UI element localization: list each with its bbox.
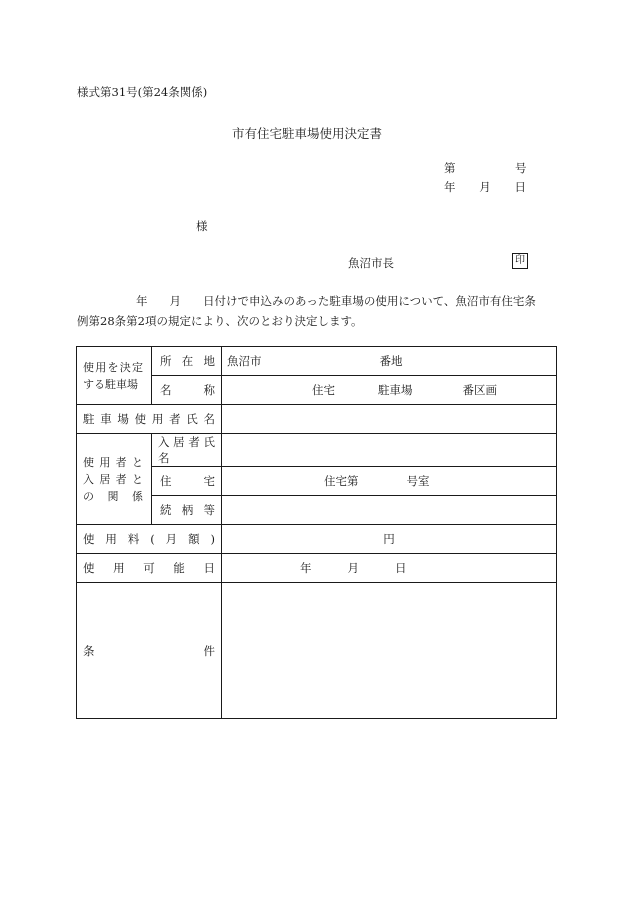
name-kukaku: 番区画 — [462, 383, 497, 397]
addressee-honorific: 様 — [196, 219, 208, 233]
parking-group-label: 使用を決定 する駐車場 — [77, 347, 152, 405]
available-date-value — [222, 554, 557, 583]
location-banchi: 番地 — [379, 354, 403, 368]
available-date-label: 使用可能日 — [77, 554, 222, 583]
relation-label: 続柄等 — [152, 496, 222, 525]
name-jutaku: 住宅 — [312, 383, 335, 397]
available-date-month: 月 — [347, 561, 359, 575]
housing-value-a: 住宅第 — [324, 474, 359, 488]
issue-date-year: 年 — [444, 180, 456, 194]
location-value — [222, 347, 557, 376]
fee-label: 使用料(月額) — [77, 525, 222, 554]
seal-stamp: 印 — [512, 253, 528, 269]
name-parking: 駐車場 — [378, 383, 413, 397]
body-text-line-1 — [136, 293, 536, 309]
conditions-label: 条件 — [77, 583, 222, 719]
body-month: 月 — [169, 294, 181, 308]
housing-value — [222, 467, 557, 496]
document-title: 市有住宅駐車場使用決定書 — [232, 126, 383, 141]
form-number: 様式第31号(第24条関係) — [77, 85, 208, 99]
fee-value: 円 — [222, 525, 557, 554]
name-value — [222, 376, 557, 405]
body-year: 年 — [136, 294, 148, 308]
decision-table — [76, 346, 557, 719]
body-text-line-2: 例第28条第2項の規定により、次のとおり決定します。 — [77, 314, 363, 328]
name-label: 名称 — [152, 376, 222, 405]
issue-date-month: 月 — [479, 180, 491, 194]
resident-name-label: 入居者氏名 — [152, 434, 222, 467]
available-date-year: 年 — [300, 561, 312, 575]
body-line1-rest: 日付けで申込みのあった駐車場の使用について、魚沼市有住宅条 — [203, 294, 536, 308]
available-date-day: 日 — [395, 561, 407, 575]
issue-number-prefix: 第 — [444, 161, 456, 175]
resident-name-value — [222, 434, 557, 467]
user-name-value — [222, 405, 557, 434]
housing-label: 住宅 — [152, 467, 222, 496]
issue-number-suffix: 号 — [515, 161, 527, 175]
issuer-name: 魚沼市長 — [348, 256, 394, 270]
issue-date — [444, 179, 526, 195]
housing-value-b: 号室 — [406, 474, 430, 488]
location-city: 魚沼市 — [227, 354, 262, 368]
user-name-label: 駐車場使用者氏名 — [77, 405, 222, 434]
issue-date-day: 日 — [514, 180, 526, 194]
relation-value — [222, 496, 557, 525]
location-label: 所在地 — [152, 347, 222, 376]
conditions-value — [222, 583, 557, 719]
relation-group-label: 使用者と 入居者と の関係 — [77, 434, 152, 525]
